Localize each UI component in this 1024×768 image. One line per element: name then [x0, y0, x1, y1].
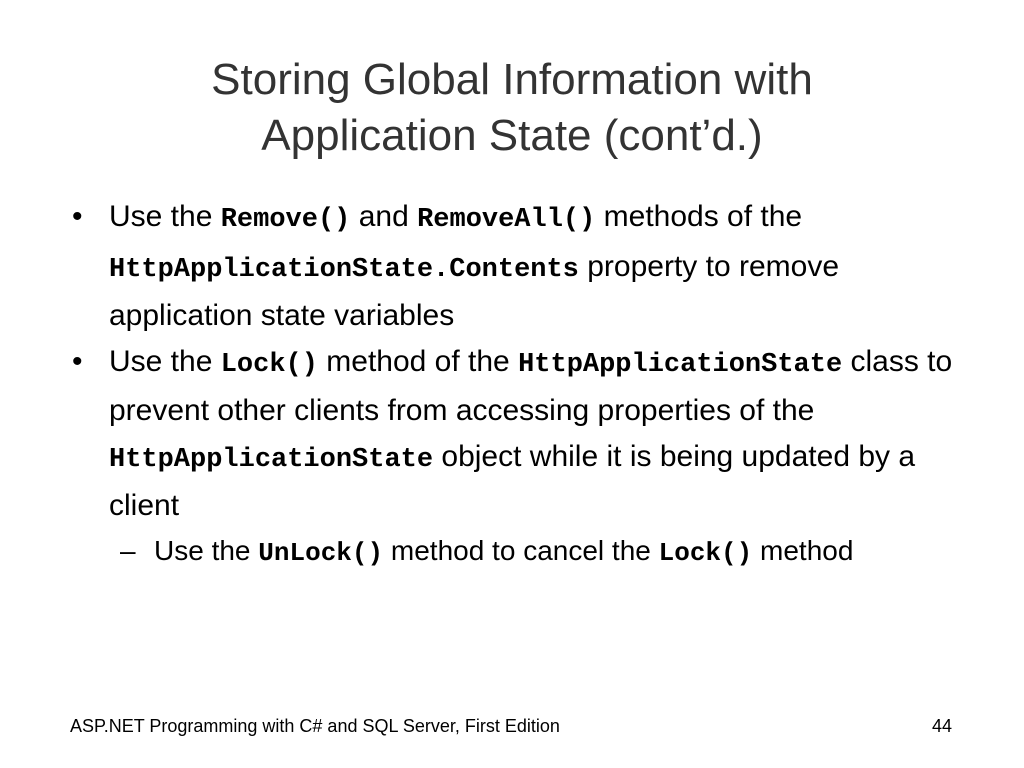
bullet-text: object while it is being updated by a client — [109, 439, 916, 522]
code-remove: Remove() — [220, 205, 351, 235]
footer-book-title: ASP.NET Programming with C# and SQL Server, First Edition — [70, 716, 560, 736]
code-unlock: UnLock() — [258, 537, 384, 568]
sub-bullet-text: method — [752, 534, 854, 566]
sub-bullet-text: Use the — [154, 534, 259, 566]
sub-bullet-text: method to cancel the — [383, 534, 659, 566]
code-contents: HttpApplicationState.Contents — [109, 254, 579, 285]
bullet-text: class to prevent other clients from accessing properties of the — [109, 344, 953, 427]
sub-bullet-unlock — [70, 529, 970, 575]
bullet-lock-method — [70, 339, 970, 529]
bullet-marker: • — [72, 200, 83, 233]
sub-bullet-marker: – — [120, 534, 136, 566]
bullet-text: property to remove application state variables — [109, 249, 840, 332]
bullet-text: methods of the — [595, 200, 803, 233]
bullet-remove-methods — [70, 194, 970, 339]
bullet-text: method of the — [317, 344, 519, 378]
bullet-text: and — [350, 200, 418, 233]
bullet-marker: • — [72, 344, 83, 378]
slide-title — [60, 52, 964, 164]
code-lock: Lock() — [220, 349, 318, 380]
title-line-1: Storing Global Information with — [211, 55, 813, 104]
bullet-text: Use the — [109, 344, 221, 378]
slide-body — [70, 194, 970, 575]
code-httpapplicationstate: HttpApplicationState — [109, 444, 434, 475]
code-removeall: RemoveAll() — [417, 205, 596, 235]
page-number: 44 — [931, 716, 952, 736]
code-httpapplicationstate: HttpApplicationState — [518, 349, 843, 380]
bullet-text: Use the — [109, 200, 221, 233]
title-line-2: Application State (cont’d.) — [261, 111, 763, 160]
code-lock: Lock() — [658, 537, 753, 568]
